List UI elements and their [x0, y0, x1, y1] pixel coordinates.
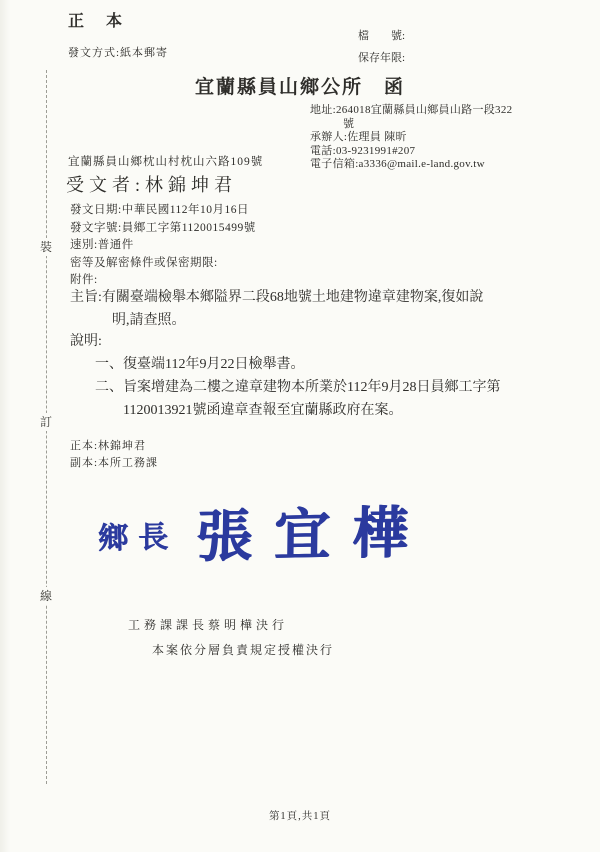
send-method-label: 發文方式:紙本郵寄 — [68, 47, 169, 59]
page-number-footer: 第1頁,共1頁 — [268, 811, 332, 822]
phone-number: 電話:03-9231991#207 — [310, 144, 416, 157]
binding-mark: 線 — [40, 589, 53, 603]
cc-copy-line: 副本:本所工務課 — [70, 456, 159, 469]
approval-officer-line: 工務課課長蔡明樺決行 — [128, 618, 289, 632]
binding-mark: 裝 — [40, 240, 53, 254]
speed-class: 速別:普通件 — [70, 239, 134, 251]
document-number: 發文字號:員鄉工字第1120015499號 — [70, 221, 256, 234]
original-copy-line: 正本:林錦坤君 — [70, 440, 147, 452]
agency-contact-block — [310, 104, 521, 172]
approval-authority-line: 本案依分層負責規定授權決行 — [152, 643, 335, 657]
security-class: 密等及解密條件或保密期限: — [70, 256, 218, 269]
explanation-item: 二、旨案增建為二樓之違章建物本所業於112年9月28日員鄉工字第1120013921號函違章查報至宜蘭縣政府在案。 — [95, 380, 501, 418]
email-address: 電子信箱:a3336@mail.e-land.gov.tw — [310, 158, 485, 170]
addressee-line: 受文者:林錦坤君 — [66, 175, 238, 195]
agency-address: 地址:264018宜蘭縣員山鄉員山路一段322號 — [310, 104, 513, 130]
copy-type-label: 正 本 — [68, 13, 126, 30]
mayor-signature-stamp — [97, 489, 431, 576]
mayor-title: 鄉長 — [97, 520, 179, 556]
recipient-mailing-address: 宜蘭縣員山鄉枕山村枕山六路109號 — [68, 156, 264, 168]
handler-name: 承辦人:佐理員 陳昕 — [310, 131, 407, 143]
attachment-label: 附件: — [70, 274, 98, 286]
document-meta-block — [70, 202, 256, 290]
document-title: 宜蘭縣員山鄉公所 函 — [194, 77, 405, 98]
binding-mark: 訂 — [40, 415, 53, 429]
mayor-name: 張宜樺 — [195, 502, 431, 570]
explanation-label: 說明: — [70, 334, 102, 349]
issue-date: 發文日期:中華民國112年10月16日 — [70, 204, 250, 216]
retention-period-label: 保存年限: — [358, 52, 406, 64]
file-number-label: 檔 號: — [358, 30, 406, 42]
distribution-block — [70, 438, 158, 471]
subject-paragraph: 主旨:有關臺端檢舉本鄉隘界二段68地號土地建物違章建物案,復如說明,請查照。 — [70, 290, 484, 328]
explanation-item: 一、復臺端112年9月22日檢舉書。 — [95, 357, 305, 372]
